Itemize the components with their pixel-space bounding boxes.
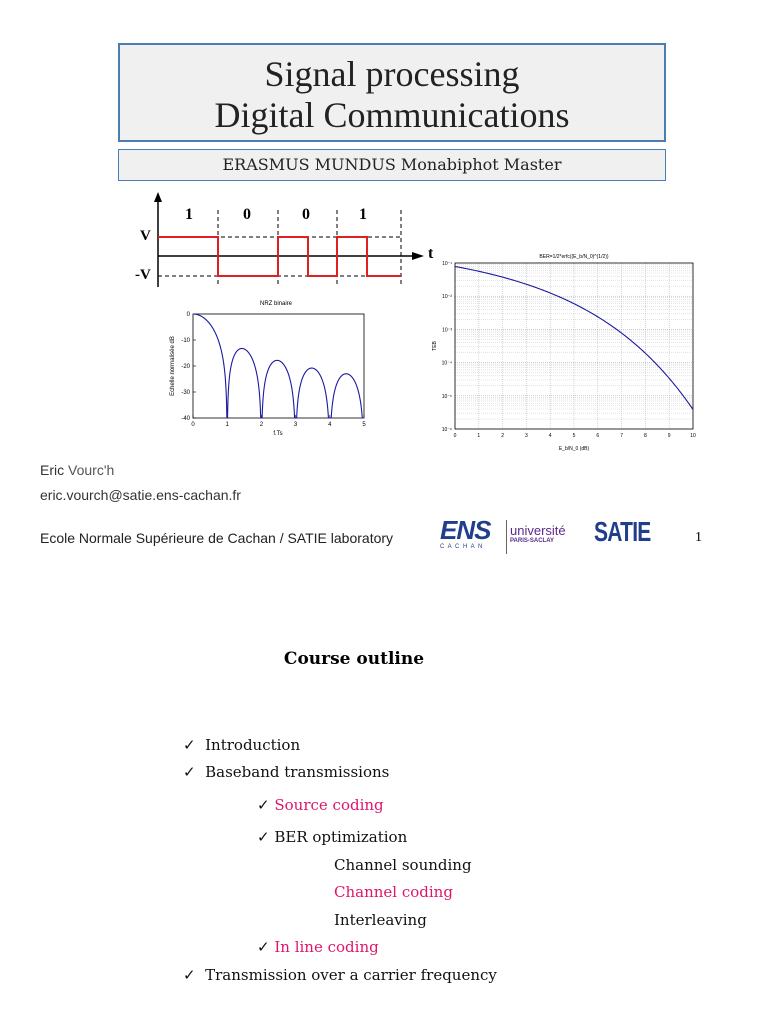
slide-title-box	[118, 43, 666, 142]
ber-x-tick-label: 2	[501, 433, 504, 439]
ens-logo	[440, 516, 504, 556]
nrz-t-arrow-icon	[412, 252, 424, 260]
outline-title: Course outline	[283, 649, 425, 669]
outline-subsubitem: Channel coding	[334, 883, 453, 901]
spectrum-ticks	[181, 312, 366, 428]
slide-title-line2: Digital Communications	[214, 95, 570, 135]
nrz-neg-v-label: -V	[135, 267, 151, 283]
check-icon: ✓	[257, 938, 270, 956]
outline-item-label: Transmission over a carrier frequency	[205, 966, 497, 984]
outline-item	[183, 736, 300, 754]
univ-logo	[510, 524, 566, 544]
nrz-bit-label: 1	[185, 206, 193, 223]
outline-subitem	[257, 938, 379, 956]
outline-item-label: In line coding	[274, 938, 379, 956]
ber-x-tick-label: 5	[572, 433, 576, 439]
ber-x-tick-label: 3	[525, 433, 528, 439]
ber-y-tick-label: 10⁻²	[442, 294, 452, 301]
nrz-y-arrow-icon	[154, 192, 162, 202]
spectrum-series-line	[193, 314, 364, 418]
ber-x-tick-label: 8	[644, 433, 647, 439]
nrz-bit-label: 1	[359, 206, 367, 223]
ber-x-tick-label: 10	[690, 433, 696, 439]
check-icon: ✓	[183, 763, 196, 781]
ber-y-tick-label: 10⁻³	[442, 327, 452, 334]
spectrum-x-tick-label: 5	[362, 422, 366, 428]
satie-logo: SATIE	[594, 516, 651, 547]
institution-name: Ecole Normale Supérieure de Cachan / SATIE laboratory	[40, 530, 394, 546]
nrz-v-label: V	[140, 228, 151, 244]
univ-logo-subtext: PARIS-SACLAY	[510, 538, 555, 544]
outline-item	[183, 763, 389, 781]
slide-subtitle: ERASMUS MUNDUS Monabiphot Master	[118, 149, 666, 181]
slide-title-line1: Signal processing	[264, 54, 520, 94]
author-first-name: Eric	[40, 462, 65, 478]
outline-item-label: Baseband transmissions	[205, 763, 390, 781]
spectrum-y-tick-label: -10	[181, 338, 190, 344]
ens-logo-text: ENS	[440, 515, 491, 545]
spectrum-x-tick-label: 4	[328, 422, 332, 428]
ber-xlabel: E_b/N_0 (dB)	[558, 446, 590, 452]
outline-item-label: BER optimization	[274, 828, 408, 846]
author-name	[40, 462, 114, 478]
ber-y-tick-label: 10⁻¹	[442, 261, 452, 267]
ber-ylabel: TEB	[432, 341, 438, 351]
ber-y-tick-label: 10⁻⁵	[441, 393, 452, 400]
ber-x-tick-label: 4	[548, 433, 552, 439]
outline-subitem	[257, 796, 384, 814]
spectrum-ylabel: Echelle normalisée dB	[170, 336, 176, 396]
author-last-name: Vourc'h	[68, 462, 115, 478]
spectrum-x-tick-label: 1	[225, 422, 229, 428]
ber-y-tick-label: 10⁻⁴	[441, 360, 452, 367]
ber-grid	[455, 263, 693, 429]
outline-item	[183, 966, 497, 984]
ber-x-tick-label: 7	[620, 433, 623, 439]
ber-x-tick-label: 6	[596, 433, 600, 439]
spectrum-y-tick-label: -40	[181, 416, 190, 422]
check-icon: ✓	[183, 736, 196, 754]
outline-subitem	[257, 828, 407, 846]
check-icon: ✓	[183, 966, 196, 984]
ber-title: BER=1/2*erfc((E_b/N_0)^(1/2))	[539, 254, 609, 260]
outline-subsubitem: Channel sounding	[334, 856, 472, 874]
ber-x-tick-label: 1	[477, 433, 481, 439]
nrz-spectrum-chart	[160, 295, 370, 440]
spectrum-x-tick-label: 0	[191, 422, 195, 428]
logo-divider	[506, 520, 507, 554]
ens-logo-subtext: C A C H A N	[440, 544, 484, 550]
page-number: 1	[695, 530, 702, 545]
nrz-t-label: t	[428, 245, 434, 262]
ber-x-tick-label: 9	[667, 433, 671, 439]
spectrum-x-tick-label: 2	[259, 422, 264, 428]
nrz-waveform-diagram	[130, 190, 440, 290]
ber-ticks	[442, 261, 696, 439]
spectrum-title: NRZ binaire	[259, 301, 293, 307]
spectrum-y-tick-label: 0	[186, 312, 190, 318]
spectrum-x-tick-label: 3	[293, 422, 298, 428]
univ-logo-text: université	[510, 523, 566, 538]
author-email: eric.vourch@satie.ens-cachan.fr	[40, 487, 241, 503]
check-icon: ✓	[257, 796, 270, 814]
outline-subsubitem: Interleaving	[334, 911, 427, 929]
ber-chart	[428, 250, 700, 460]
nrz-bit-label: 0	[243, 206, 251, 223]
spectrum-y-tick-label: -30	[181, 390, 190, 396]
outline-item-label: Introduction	[205, 736, 301, 754]
nrz-bit-label: 0	[302, 206, 310, 223]
spectrum-xlabel: f.Ts	[273, 431, 283, 437]
outline-item-label: Source coding	[274, 796, 384, 814]
check-icon: ✓	[257, 828, 270, 846]
spectrum-y-tick-label: -20	[181, 364, 190, 370]
ber-x-tick-label: 0	[453, 433, 457, 439]
spectrum-plot-frame	[193, 314, 364, 418]
ber-y-tick-label: 10⁻⁶	[441, 427, 452, 433]
